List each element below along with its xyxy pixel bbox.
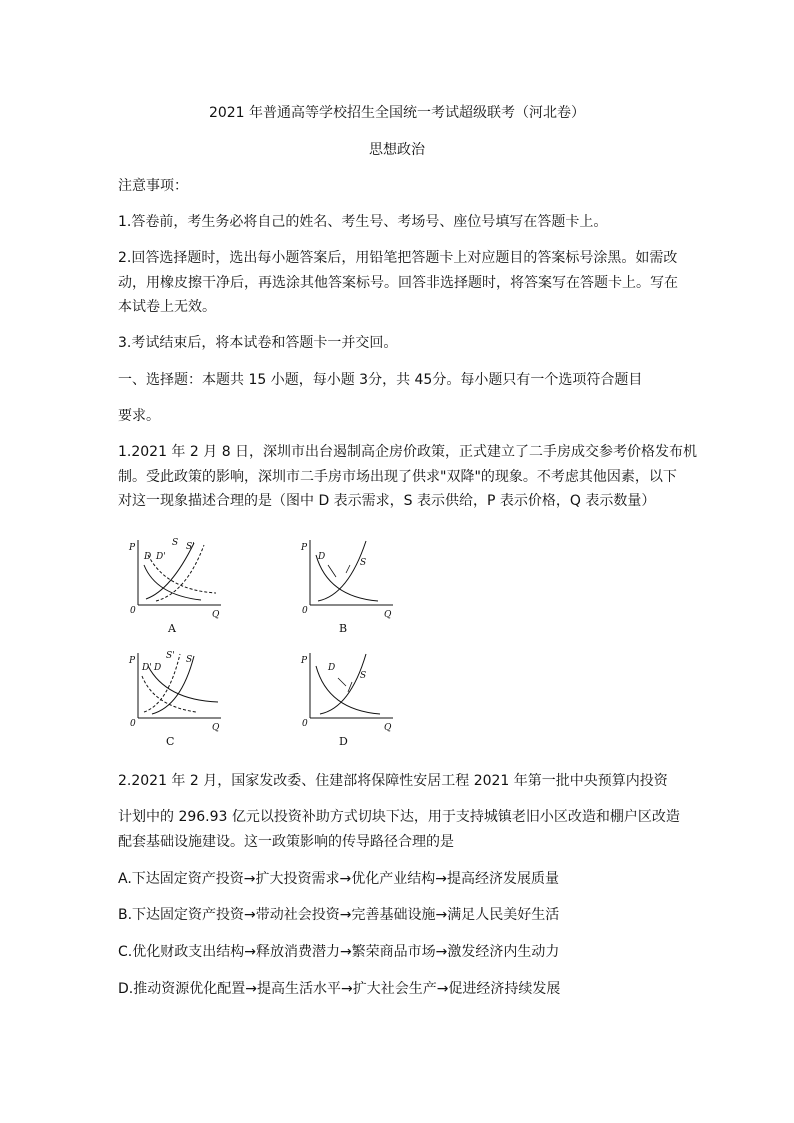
graph-a <box>126 535 226 620</box>
question-2-option-a: A.下达固定资产投资→扩大投资需求→优化产业结构→提高经济发展质量 <box>118 871 559 887</box>
question-2-text: 2.2021 年 2 月，国家发改委、住建部将保障性安居工程 2021 年第一批中央预算内投资 <box>118 773 668 789</box>
question-2-text: 配套基础设施建设。这一政策影响的传导路径合理的是 <box>118 834 454 850</box>
question-2-option-b: B.下达固定资产投资→带动社会投资→完善基础设施→满足人民美好生活 <box>118 907 560 923</box>
curve-label: S <box>360 558 367 568</box>
graph-d-label: D <box>339 735 348 748</box>
question-1-text: 对这一现象描述合理的是（图中 D 表示需求，S 表示供给，P 表示价格，Q 表示数量） <box>118 493 656 509</box>
notice-item: 本试卷上无效。 <box>118 299 216 315</box>
axis-origin-label: 0 <box>302 719 308 729</box>
graph-a-label: A <box>168 622 176 635</box>
curve-label: D <box>144 552 152 562</box>
graph-b-label: B <box>339 622 348 635</box>
question-2-option-c: C.优化财政支出结构→释放消费潜力→繁荣商品市场→激发经济内生动力 <box>118 944 560 960</box>
question-1-text: 制。受此政策的影响，深圳市二手房市场出现了供求"双降"的现象。不考虑其他因素，以下 <box>118 469 677 485</box>
curve-label: D' <box>156 552 166 562</box>
notice-item: 3.考试结束后，将本试卷和答题卡一并交回。 <box>118 335 398 351</box>
graph-c <box>126 648 226 733</box>
axis-q-label: Q <box>384 723 392 733</box>
graph-c-label: C <box>166 735 175 748</box>
axis-q-label: Q <box>212 723 220 733</box>
curve-label: S <box>360 671 367 681</box>
axis-p-label: P <box>301 543 308 553</box>
section-heading-cont: 要求。 <box>118 408 160 424</box>
curve-label: S <box>172 538 179 548</box>
axis-origin-label: 0 <box>130 719 136 729</box>
question-2-text: 计划中的 296.93 亿元以投资补助方式切块下达，用于支持城镇老旧小区改造和棚户区改造 <box>118 809 680 825</box>
curve-label: D <box>328 663 336 673</box>
curve-label: S' <box>166 651 175 661</box>
curve-label: S <box>186 655 193 665</box>
notice-item: 2.回答选择题时，选出每小题答案后，用铅笔把答题卡上对应题目的答案标号涂黑。如需改 <box>118 250 678 266</box>
section-heading: 一、选择题：本题共 15 小题，每小题 3分，共 45分。每小题只有一个选项符合题目 <box>118 372 643 388</box>
axis-origin-label: 0 <box>302 606 308 616</box>
axis-p-label: P <box>129 656 136 666</box>
curve-label: D <box>154 663 162 673</box>
graph-d <box>298 648 398 733</box>
notice-heading: 注意事项： <box>118 178 188 194</box>
graph-b <box>298 535 398 620</box>
axis-p-label: P <box>301 656 308 666</box>
subject-title: 思想政治 <box>369 142 425 158</box>
curve-label: S' <box>186 542 195 552</box>
notice-item: 动，用橡皮擦干净后，再选涂其他答案标号。回答非选择题时，将答案写在答题卡上。写在 <box>118 275 678 291</box>
curve-label: D' <box>142 663 152 673</box>
axis-q-label: Q <box>212 610 220 620</box>
notice-item: 1.答卷前，考生务必将自己的姓名、考生号、考场号、座位号填写在答题卡上。 <box>118 214 608 230</box>
curve-label: D <box>318 552 326 562</box>
question-2-option-d: D.推动资源优化配置→提高生活水平→扩大社会生产→促进经济持续发展 <box>118 981 561 997</box>
question-1-text: 1.2021 年 2 月 8 日，深圳市出台遏制高企房价政策，正式建立了二手房成交参考价格发布机 <box>118 444 698 460</box>
axis-q-label: Q <box>384 610 392 620</box>
axis-origin-label: 0 <box>130 606 136 616</box>
axis-p-label: P <box>129 543 136 553</box>
exam-title: 2021 年普通高等学校招生全国统一考试超级联考（河北卷） <box>208 105 586 121</box>
